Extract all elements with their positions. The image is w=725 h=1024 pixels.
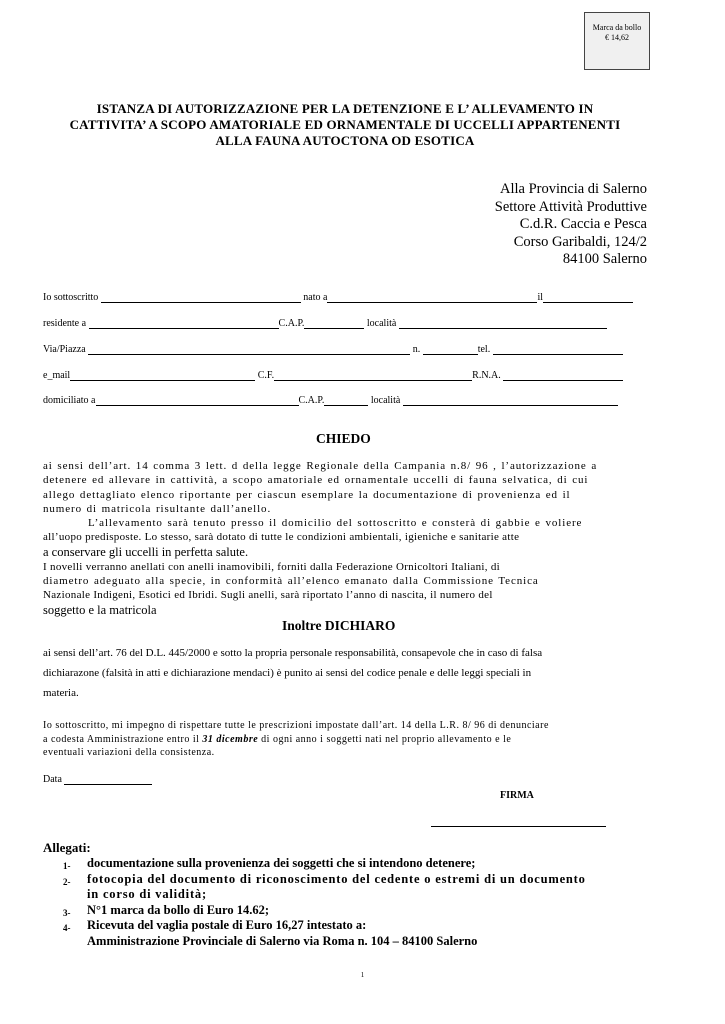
- revenue-stamp-box: [584, 12, 650, 70]
- title-line-1: ISTANZA DI AUTORIZZAZIONE PER LA DETENZIONE E L’ ALLEVAMENTO IN: [96, 101, 594, 116]
- phone-field[interactable]: [493, 343, 623, 355]
- domicile-locality-field[interactable]: [403, 394, 618, 406]
- residence-cap-field[interactable]: [304, 317, 364, 329]
- localita-label: località: [366, 318, 397, 329]
- stamp-amount: € 14,62: [605, 33, 629, 42]
- il-label: il: [537, 292, 543, 303]
- birthdate-field[interactable]: [543, 291, 633, 303]
- attachment-item: [43, 872, 663, 903]
- cap-label: C.A.P.: [278, 318, 305, 329]
- sottoscritto-label: Io sottoscritto: [43, 292, 99, 303]
- dichiaro-heading: Inoltre DICHIARO: [282, 618, 396, 633]
- attachment-number: 4-: [63, 923, 71, 933]
- address-line-1: Alla Provincia di Salerno: [500, 181, 647, 197]
- breeding-line-3: a conservare gli uccelli in perfetta salute.: [43, 544, 249, 559]
- signature-label: FIRMA: [500, 790, 534, 801]
- residence-locality-field[interactable]: [399, 317, 607, 329]
- attachment-item: [43, 918, 663, 949]
- address-line-4: Corso Garibaldi, 124/2: [513, 233, 647, 250]
- domicile-cap-field[interactable]: [324, 394, 368, 406]
- attachment-number: 2-: [63, 876, 71, 887]
- fiscal-code-field[interactable]: [274, 369, 472, 381]
- attachment-text-cont: in corso di validità;: [87, 887, 207, 901]
- commitment-line-2: [43, 733, 649, 747]
- declaration-line-2: dichiarazone (falsità in atti e dichiarazione mendaci) è punito ai sensi del codice penale e delle leggi speciali in: [43, 667, 532, 679]
- residence-city-field[interactable]: [89, 317, 279, 329]
- recipient-address: [440, 181, 647, 269]
- attachment-text: fotocopia del documento di riconoscimento del cedente o estremi di un documento: [87, 871, 586, 886]
- form-row-residence: [43, 317, 607, 329]
- attachment-text: N°1 marca da bollo di Euro 14.62;: [87, 902, 269, 917]
- ringing-line-1: I novelli verranno anellati con anelli inamovibili, forniti dalla Federazione Ornicoltori Italiani, di: [43, 560, 501, 573]
- request-line-3: allego dettagliato elenco riportante per ciascun esemplare la documentazione di provenienza ed il: [43, 488, 571, 501]
- breeding-line-1: L’allevamento sarà tenuto presso il domicilio del sottoscritto e consterà di gabbie e voliere: [88, 517, 583, 530]
- date-row: [43, 773, 152, 785]
- street-number-field[interactable]: [423, 343, 478, 355]
- attachments-heading: Allegati:: [43, 840, 91, 855]
- attachment-item: [43, 903, 663, 919]
- declaration-body: [43, 643, 647, 703]
- date-label: Data: [43, 774, 62, 785]
- rna-label: R.N.A.: [472, 370, 501, 381]
- attachment-text: documentazione sulla provenienza dei soggetti che si intendono detenere;: [87, 856, 476, 870]
- domicile-localita-label: località: [370, 395, 401, 406]
- chiedo-heading: CHIEDO: [316, 431, 371, 446]
- attachment-number: 1-: [63, 861, 71, 871]
- commitment-line-2-start: a codesta Amministrazione entro il: [43, 733, 203, 745]
- attachment-item: [43, 856, 663, 872]
- attachment-number: 3-: [63, 907, 71, 918]
- tel-label: tel.: [477, 344, 491, 355]
- attachment-text-cont: Amministrazione Provinciale di Salerno via Roma n. 104 – 84100 Salerno: [87, 933, 478, 948]
- form-row-email: [43, 369, 623, 381]
- name-field[interactable]: [101, 291, 301, 303]
- form-row-street: [43, 343, 623, 355]
- form-row-domicile: [43, 394, 618, 406]
- address-line-5: 84100 Salerno: [562, 251, 647, 267]
- birthplace-field[interactable]: [327, 291, 537, 303]
- date-field[interactable]: [64, 773, 152, 785]
- email-field[interactable]: [70, 369, 255, 381]
- domiciliato-label: domiciliato a: [43, 395, 96, 406]
- commitment-line-3: eventuali variazioni della consistenza.: [43, 747, 215, 758]
- declaration-line-3: materia.: [43, 687, 79, 699]
- declaration-line-1: ai sensi dell’art. 76 del D.L. 445/2000 e sotto la propria personale responsabilità, consapevole che in caso di falsa: [43, 647, 543, 659]
- document-title: [40, 101, 650, 149]
- nato-label: nato a: [303, 292, 328, 303]
- request-line-2: detenere ed allevare in cattività, a scopo amatoriale ed ornamentale uccelli di fauna selvatica, di cui: [43, 474, 589, 487]
- domicile-cap-label: C.A.P.: [298, 395, 325, 406]
- request-line-4: numero di matricola risultante dall’anello.: [43, 502, 272, 515]
- commitment-body: [43, 719, 649, 760]
- email-label: e_mail: [43, 370, 71, 381]
- address-line-3: C.d.R. Caccia e Pesca: [519, 216, 647, 232]
- ringing-line-3: Nazionale Indigeni, Esotici ed Ibridi. Sugli anelli, sarà riportato l’anno di nascita, il numero del: [43, 589, 493, 602]
- ringing-line-2: diametro adeguato alla specie, in conformità all’elenco emanato dalla Commissione Tecnica: [43, 575, 539, 588]
- form-row-name: [43, 291, 633, 303]
- breeding-line-2: all’uopo predisposte. Lo stesso, sarà dotato di tutte le condizioni ambientali, igieniche e sanitarie atte: [43, 531, 520, 544]
- stamp-label: Marca da bollo: [592, 23, 642, 32]
- residente-label: residente a: [43, 318, 87, 329]
- commitment-line-1: Io sottoscritto, mi impegno di rispettare tutte le prescrizioni impostate dall’art. 14 della L.R. 8/ 96 di denunciare: [43, 720, 549, 731]
- domicile-city-field[interactable]: [96, 394, 299, 406]
- ringing-line-4: soggetto e la matricola: [43, 602, 157, 617]
- request-line-1: ai sensi dell’art. 14 comma 3 lett. d della legge Regionale della Campania n.8/ 96 , l’autorizzazione a: [43, 460, 598, 472]
- page-number: 1: [360, 971, 365, 979]
- rna-field[interactable]: [503, 369, 623, 381]
- request-body: [43, 459, 647, 618]
- signature-line[interactable]: [431, 826, 606, 827]
- deadline-date: 31 dicembre: [202, 733, 259, 745]
- cf-label: C.F.: [257, 370, 275, 381]
- title-line-2: CATTIVITA’ A SCOPO AMATORIALE ED ORNAMENTALE DI UCCELLI APPARTENENTI: [69, 117, 621, 132]
- commitment-line-2-end: di ogni anno i soggetti nati nel proprio allevamento e le: [258, 733, 512, 745]
- attachments-section: [43, 840, 663, 949]
- address-line-2: Settore Attività Produttive: [494, 198, 647, 215]
- title-line-3: ALLA FAUNA AUTOCTONA OD ESOTICA: [215, 133, 475, 148]
- street-field[interactable]: [88, 343, 410, 355]
- attachment-text: Ricevuta del vaglia postale di Euro 16,27 intestato a:: [87, 918, 367, 932]
- n-label: n.: [412, 344, 421, 355]
- via-label: Via/Piazza: [43, 344, 86, 355]
